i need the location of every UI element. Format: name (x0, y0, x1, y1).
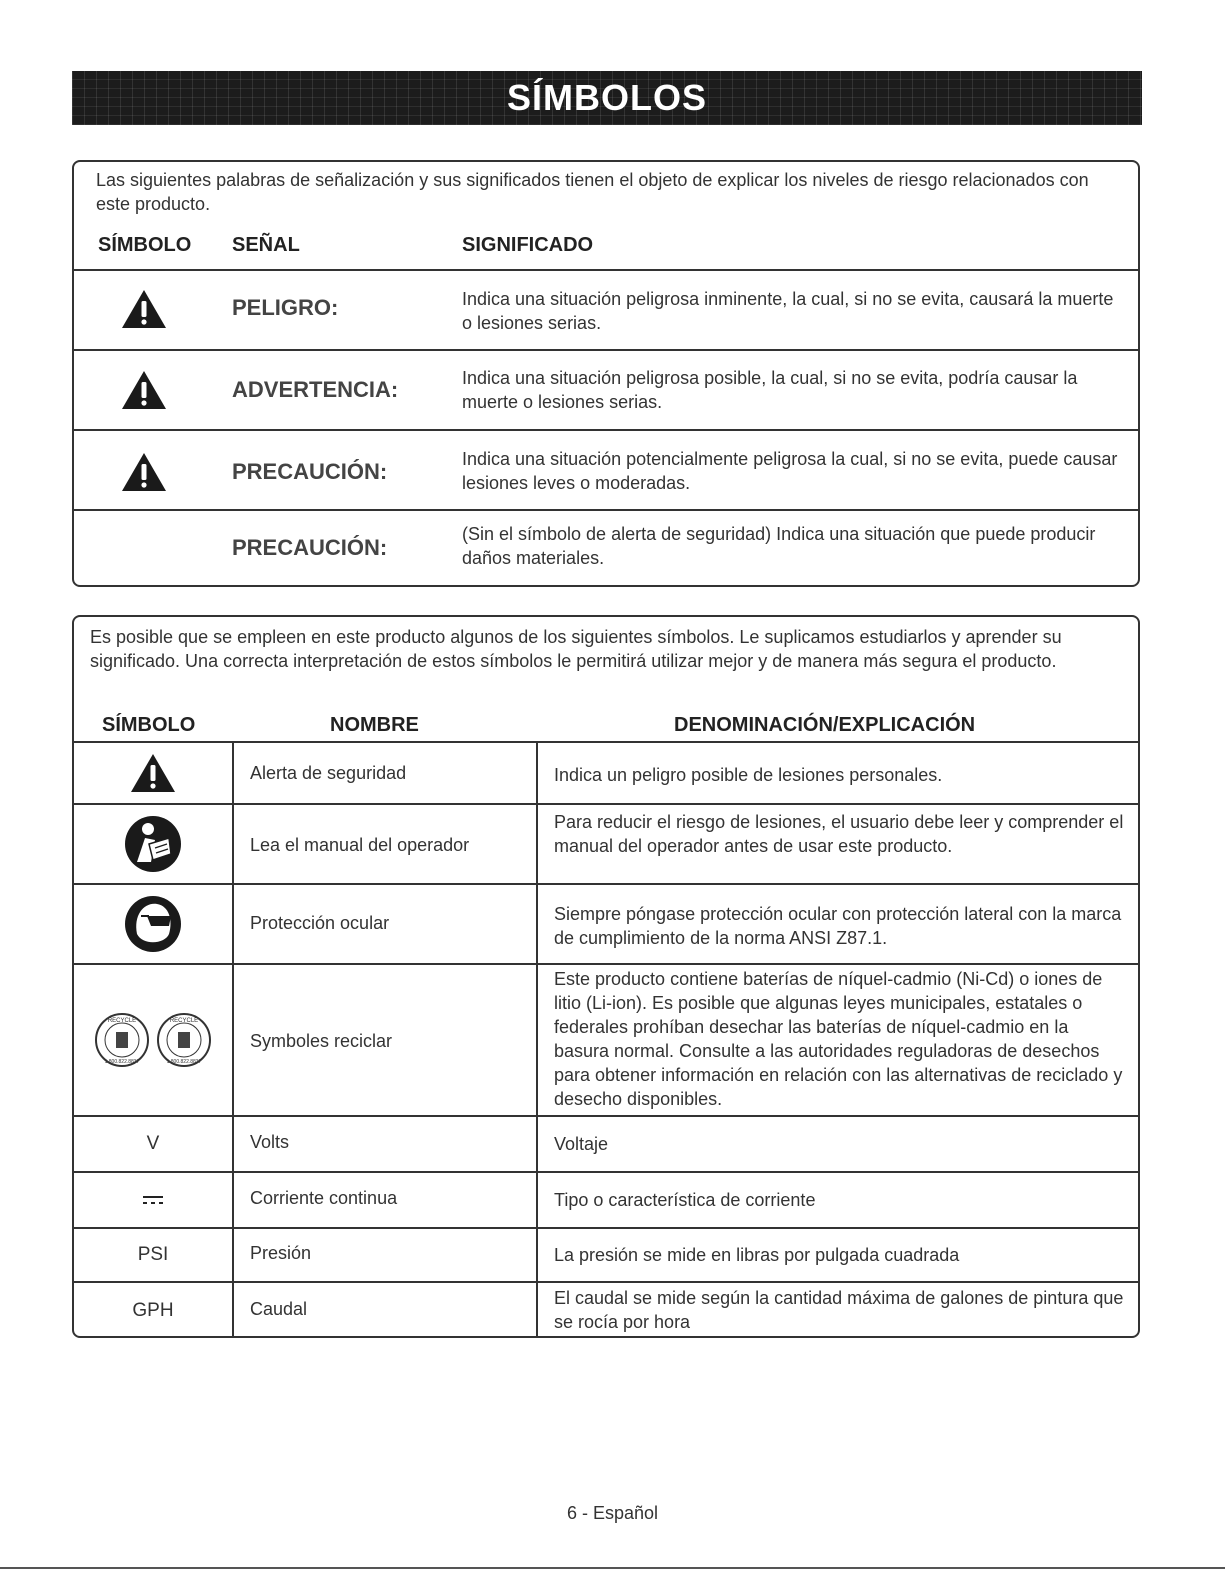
page-title: SÍMBOLOS (506, 77, 707, 118)
signal-row-precaucion (74, 431, 1138, 509)
svg-text:RECYCLE: RECYCLE (169, 1018, 199, 1024)
symbol-explanation: Indica un peligro posible de lesiones personales. (554, 765, 943, 785)
table-row (74, 1173, 1138, 1227)
svg-text:1.800.822.8837: 1.800.822.8837 (166, 1059, 202, 1065)
symbol-name: Corriente continua (250, 1188, 398, 1208)
symbol-name: Volts (250, 1132, 290, 1152)
symbol-explanation: Este producto contiene baterías de níquel-cadmio (Ni-Cd) o iones de litio (Li-ion). Es posible que algunas leyes municipales, estatales o federales prohíban desechar las baterías de níquel-cadmio en la basura normal. Consulte a las autoridades reguladoras de desechos para obtener información en relación con las alternativas de reciclado y desecho disponibles. (554, 969, 1123, 1109)
table-row (74, 805, 1138, 883)
symbol-cell (74, 743, 232, 803)
symbol-name: Protección ocular (250, 913, 390, 933)
signal-meaning: Indica una situación potencialmente peligrosa la cual, si no se evita, puede causar lesiones leves o moderadas. (462, 449, 1118, 493)
read-manual-icon (123, 814, 183, 874)
table-row (74, 1117, 1138, 1171)
symbol-name: Caudal (250, 1299, 308, 1319)
signal-meaning: (Sin el símbolo de alerta de seguridad) Indica una situación que puede producir daños materiales. (462, 524, 1096, 568)
symbol-name: Symboles reciclar (250, 1031, 393, 1051)
signal-meaning: Indica una situación peligrosa posible, la cual, si no se evita, podría causar la muerte o lesiones serias. (462, 368, 1078, 412)
header-explanation: DENOMINACIÓN/EXPLICACIÓN (674, 714, 976, 736)
svg-text:RECYCLE: RECYCLE (107, 1018, 137, 1024)
signal-word: ADVERTENCIA: (232, 377, 399, 402)
page-number: 6 - Español (566, 1503, 659, 1523)
symbol-cell (74, 965, 232, 1115)
signal-meaning: Indica una situación peligrosa inminente, la cual, si no se evita, causará la muerte o lesiones serias. (462, 289, 1114, 333)
symbol-explanation: La presión se mide en libras por pulgada cuadrada (554, 1245, 960, 1265)
table-row (74, 1229, 1138, 1281)
header-symbol: SÍMBOLO (102, 714, 196, 736)
symbol-text: V (146, 1133, 160, 1154)
symbols-box (72, 615, 1140, 1338)
header-meaning: SIGNIFICADO (462, 234, 594, 256)
signal-row-advertencia (74, 351, 1138, 429)
signal-row-precaucion-no-symbol (74, 511, 1138, 585)
symbol-explanation: Siempre póngase protección ocular con protección lateral con la marca de cumplimiento de la norma ANSI Z87.1. (554, 904, 1122, 948)
recycle-seal-icon (94, 1012, 150, 1068)
signal-word: PELIGRO: (232, 295, 339, 320)
table-row (74, 965, 1138, 1115)
symbol-explanation: Para reducir el riesgo de lesiones, el usuario debe leer y comprender el manual del operador antes de usar este producto. (554, 812, 1124, 856)
symbol-cell (74, 1173, 232, 1227)
symbol-text: PSI (137, 1244, 169, 1265)
symbol-cell (74, 885, 232, 963)
header-name: NOMBRE (330, 714, 419, 736)
warning-triangle-icon (120, 369, 168, 411)
warning-triangle-icon (120, 451, 168, 493)
table-row (74, 885, 1138, 963)
symbol-text: GPH (132, 1299, 174, 1321)
symbol-name: Lea el manual del operador (250, 835, 470, 855)
recycle-seal-icon (156, 1012, 212, 1068)
bottom-rule (0, 1567, 1225, 1569)
signal-row-peligro (74, 271, 1138, 349)
symbol-explanation: Tipo o característica de corriente (554, 1190, 816, 1210)
symbol-cell (74, 805, 232, 883)
symbol-explanation: Voltaje (554, 1134, 609, 1154)
symbol-name: Presión (250, 1243, 312, 1263)
signal-intro-text: Las siguientes palabras de señalización y sus significados tienen el objeto de explicar los niveles de riesgo relacionados con este producto. (96, 170, 1089, 214)
table-row (74, 1283, 1138, 1338)
table-row (74, 743, 1138, 803)
header-symbol: SÍMBOLO (98, 234, 192, 256)
header-signal: SEÑAL (232, 234, 300, 256)
signal-word: PRECAUCIÓN: (232, 535, 388, 560)
warning-triangle-icon (120, 288, 168, 330)
svg-text:1.800.822.8837: 1.800.822.8837 (104, 1059, 140, 1065)
signal-word: PRECAUCIÓN: (232, 459, 388, 484)
symbol-explanation: El caudal se mide según la cantidad máxima de galones de pintura que se rocía por hora (554, 1288, 1124, 1332)
symbol-name: Alerta de seguridad (250, 763, 407, 783)
signal-words-box (72, 160, 1140, 587)
eye-protection-icon (123, 894, 183, 954)
warning-triangle-icon (129, 752, 177, 794)
symbols-intro-text: Es posible que se empleen en este producto algunos de los siguientes símbolos. Le suplicamos estudiarlos y aprender su significado. Una correcta interpretación de estos símbolos le permitirá utilizar mejor y de manera más segura el producto. (90, 627, 1062, 671)
title-banner (72, 71, 1142, 125)
direct-current-icon (142, 1195, 164, 1205)
